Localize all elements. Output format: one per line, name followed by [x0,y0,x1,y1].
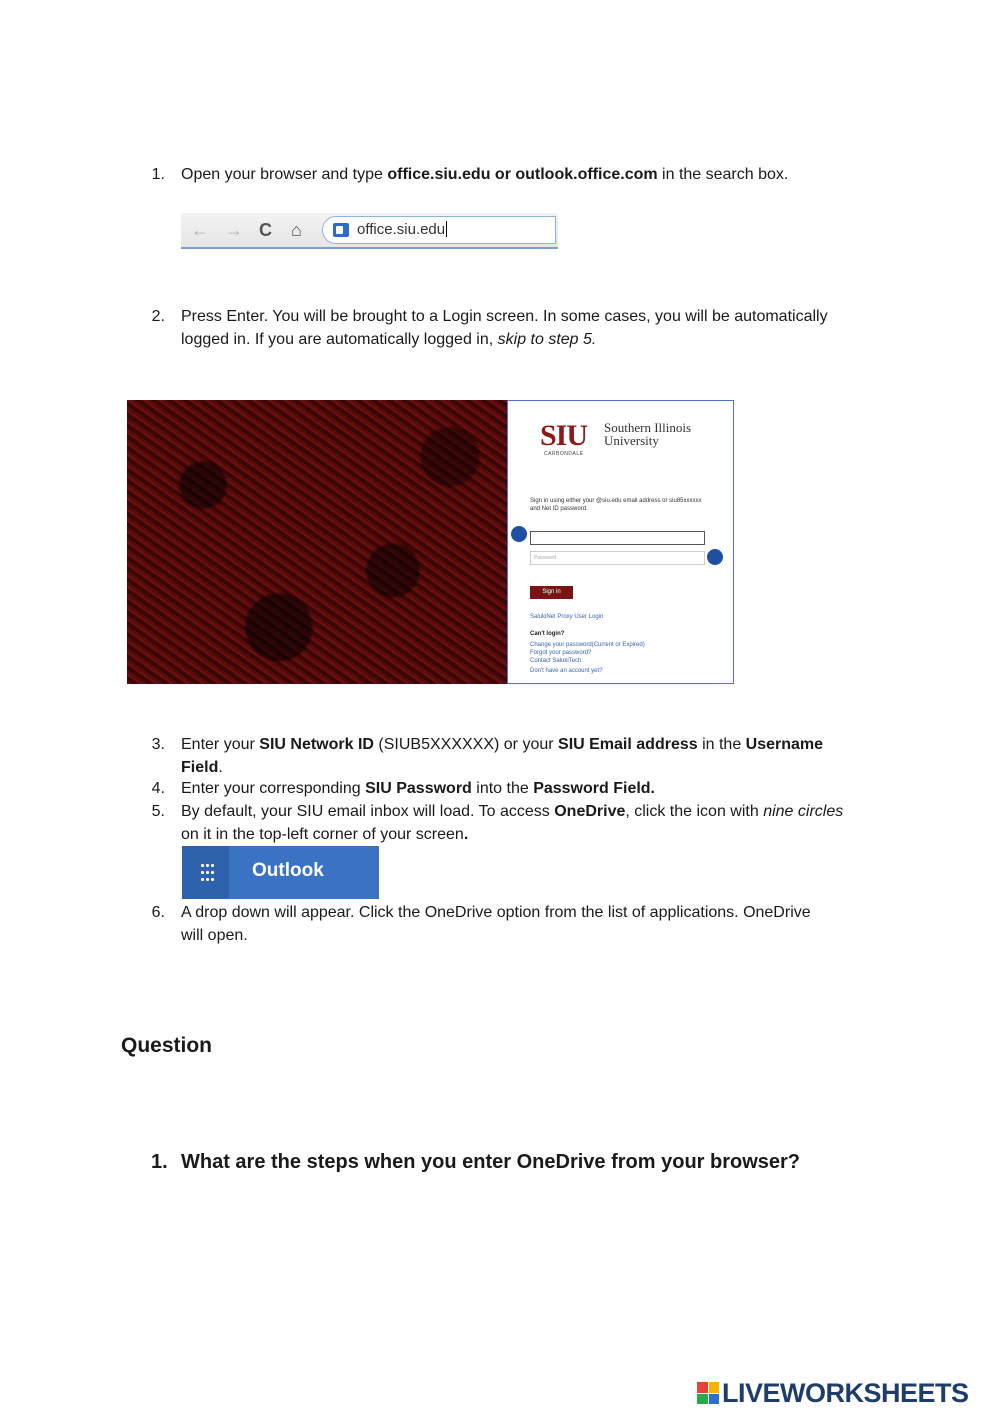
university-name: Southern Illinois University [604,420,692,448]
url-input[interactable] [322,216,556,244]
app-launcher-button[interactable] [182,846,229,899]
step-3-text: Enter your SIU Network ID (SIUB5XXXXXX) or your SIU Email address in the Username Field. [181,736,824,776]
question-1-text: What are the steps when you enter OneDrive from your browser? [181,1151,801,1173]
liveworksheets-logo [697,1377,969,1409]
signin-instructions: Sign in using either your @siu.edu email address or siu85xxxxxx and Net ID password. [530,498,702,512]
change-password-link[interactable]: Change your password(Current or Expired) [530,642,645,648]
signin-button[interactable]: Sign in [530,586,573,599]
proxy-login-link[interactable]: SalukiNet Proxy User Login [530,614,604,620]
password-field[interactable] [530,551,705,565]
step-6-text: A drop down will appear. Click the OneDrive option from the list of applications. OneDrive will open. [181,904,811,944]
url-text: office.siu.edu [357,221,446,238]
back-arrow-icon[interactable]: ← [191,220,209,240]
no-account-link[interactable]: Don't have an account yet? [530,668,603,674]
step-1-text: Open your browser and type office.siu.edu or outlook.office.com in the search box. [181,166,789,183]
username-marker-icon [511,526,527,542]
home-icon[interactable]: ⌂ [291,220,302,240]
contact-salukitech-link[interactable]: Contact SalukiTech [530,658,582,664]
browser-address-bar [181,213,558,249]
text-caret [446,221,447,237]
step-3-number: 3. [151,736,165,753]
question-heading: Question [121,1034,213,1057]
reload-icon[interactable]: C [259,220,272,240]
outlook-favicon-icon [333,223,349,237]
liveworksheets-mark-icon [697,1382,719,1404]
campus-name: CARBONDALE [544,451,584,457]
step-1-number: 1. [151,166,165,183]
step-2-text: Press Enter. You will be brought to a Login screen. In some cases, you will be automatically logged in. If you are automatically logged in, skip to step 5. [181,308,828,348]
question-1-number: 1. [151,1151,168,1173]
nine-dots-icon [200,862,214,882]
step-5-number: 5. [151,803,165,820]
campus-photo [127,400,507,684]
forward-arrow-icon[interactable]: → [225,220,243,240]
step-6-number: 6. [151,904,165,921]
step-2-number: 2. [151,308,165,325]
step-5-text: By default, your SIU email inbox will load. To access OneDrive, click the icon with nine circles on it in the top-left corner of your screen. [181,803,844,843]
login-panel [507,400,734,684]
step-4-text: Enter your corresponding SIU Password into the Password Field. [181,780,655,797]
password-marker-icon [707,549,723,565]
username-field[interactable] [530,531,705,545]
password-placeholder: Password [534,555,556,561]
outlook-header-tile [182,846,379,899]
cant-login-heading: Can't login? [530,631,565,637]
step-4-number: 4. [151,780,165,797]
siu-logo: SIU [540,419,588,452]
liveworksheets-brand: LIVEWORKSHEETS [722,1377,969,1408]
outlook-label: Outlook [252,860,324,881]
forgot-password-link[interactable]: Forgot your password? [530,650,592,656]
